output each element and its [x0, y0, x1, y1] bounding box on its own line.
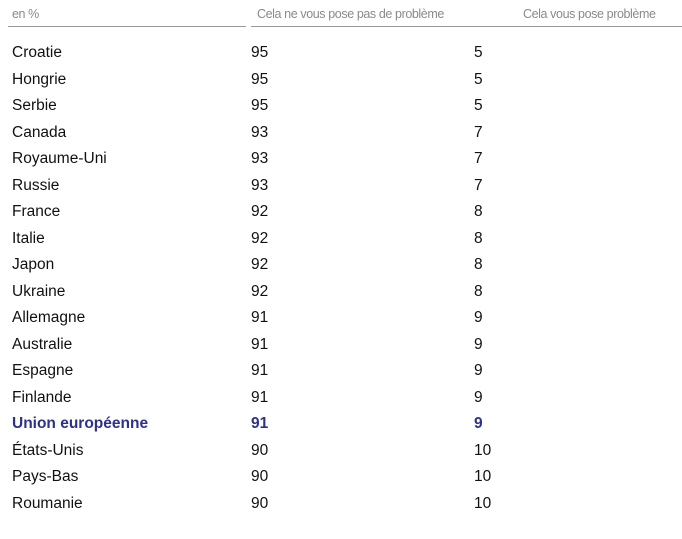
country-label: Russie — [12, 176, 60, 194]
country-label: Allemagne — [12, 309, 86, 326]
country-label: Croatie — [12, 44, 62, 61]
value-no-problem: 92 — [251, 229, 269, 247]
country-label: Japon — [12, 256, 55, 273]
table-row-highlight — [0, 413, 682, 435]
table-row — [0, 360, 682, 382]
value-problem: 7 — [474, 123, 483, 141]
value-problem: 5 — [474, 44, 483, 61]
country-label: Espagne — [12, 362, 74, 379]
table-row — [0, 201, 682, 223]
value-no-problem: 95 — [251, 97, 269, 114]
country-label: France — [12, 203, 61, 220]
value-no-problem: 95 — [251, 70, 269, 88]
country-label: Roumanie — [12, 494, 83, 512]
value-problem: 7 — [474, 176, 483, 194]
value-problem: 9 — [474, 415, 483, 432]
value-problem: 9 — [474, 309, 483, 326]
value-no-problem: 93 — [251, 150, 269, 167]
country-label: Finlande — [12, 388, 72, 406]
value-problem: 9 — [474, 388, 483, 406]
table-row — [0, 281, 682, 303]
country-label: Union européenne — [12, 415, 149, 432]
country-label: Hongrie — [12, 70, 67, 88]
value-no-problem: 93 — [251, 123, 269, 141]
value-problem: 8 — [474, 282, 483, 300]
value-no-problem: 95 — [251, 44, 269, 61]
value-problem: 10 — [474, 494, 492, 512]
column-header-problem: Cela vous pose problème — [523, 7, 656, 21]
country-label: États-Unis — [12, 441, 84, 459]
value-no-problem: 92 — [251, 203, 269, 220]
value-no-problem: 93 — [251, 176, 269, 194]
value-problem: 5 — [474, 97, 483, 114]
table-row — [0, 493, 682, 515]
table-row — [0, 228, 682, 250]
country-label: Canada — [12, 123, 67, 141]
table-row — [0, 307, 682, 329]
value-problem: 10 — [474, 468, 492, 485]
country-label: Italie — [12, 229, 45, 247]
value-no-problem: 92 — [251, 256, 269, 273]
country-label: Pays-Bas — [12, 468, 79, 485]
value-problem: 8 — [474, 256, 483, 273]
value-no-problem: 91 — [251, 415, 269, 432]
value-problem: 7 — [474, 150, 483, 167]
table-row — [0, 334, 682, 356]
table-row — [0, 42, 682, 64]
column-header-no-problem: Cela ne vous pose pas de problème — [257, 7, 444, 21]
value-no-problem: 92 — [251, 282, 269, 300]
value-no-problem: 90 — [251, 468, 269, 485]
value-no-problem: 90 — [251, 494, 269, 512]
value-no-problem: 91 — [251, 335, 269, 353]
value-no-problem: 91 — [251, 362, 269, 379]
value-no-problem: 91 — [251, 388, 269, 406]
table-row — [0, 440, 682, 462]
value-problem: 10 — [474, 441, 492, 459]
country-label: Serbie — [12, 97, 57, 114]
country-label: Ukraine — [12, 282, 66, 300]
table-row — [0, 254, 682, 276]
value-problem: 8 — [474, 203, 483, 220]
table-row — [0, 466, 682, 488]
table-row — [0, 95, 682, 117]
value-problem: 5 — [474, 70, 483, 88]
table-row — [0, 148, 682, 170]
country-label: Royaume-Uni — [12, 150, 107, 167]
country-label: Australie — [12, 335, 73, 353]
value-no-problem: 90 — [251, 441, 269, 459]
table-row — [0, 175, 682, 197]
value-problem: 9 — [474, 362, 483, 379]
value-problem: 9 — [474, 335, 483, 353]
unit-label: en % — [12, 7, 39, 21]
table-row — [0, 122, 682, 144]
table-row — [0, 387, 682, 409]
table-row — [0, 69, 682, 91]
value-no-problem: 91 — [251, 309, 269, 326]
value-problem: 8 — [474, 229, 483, 247]
